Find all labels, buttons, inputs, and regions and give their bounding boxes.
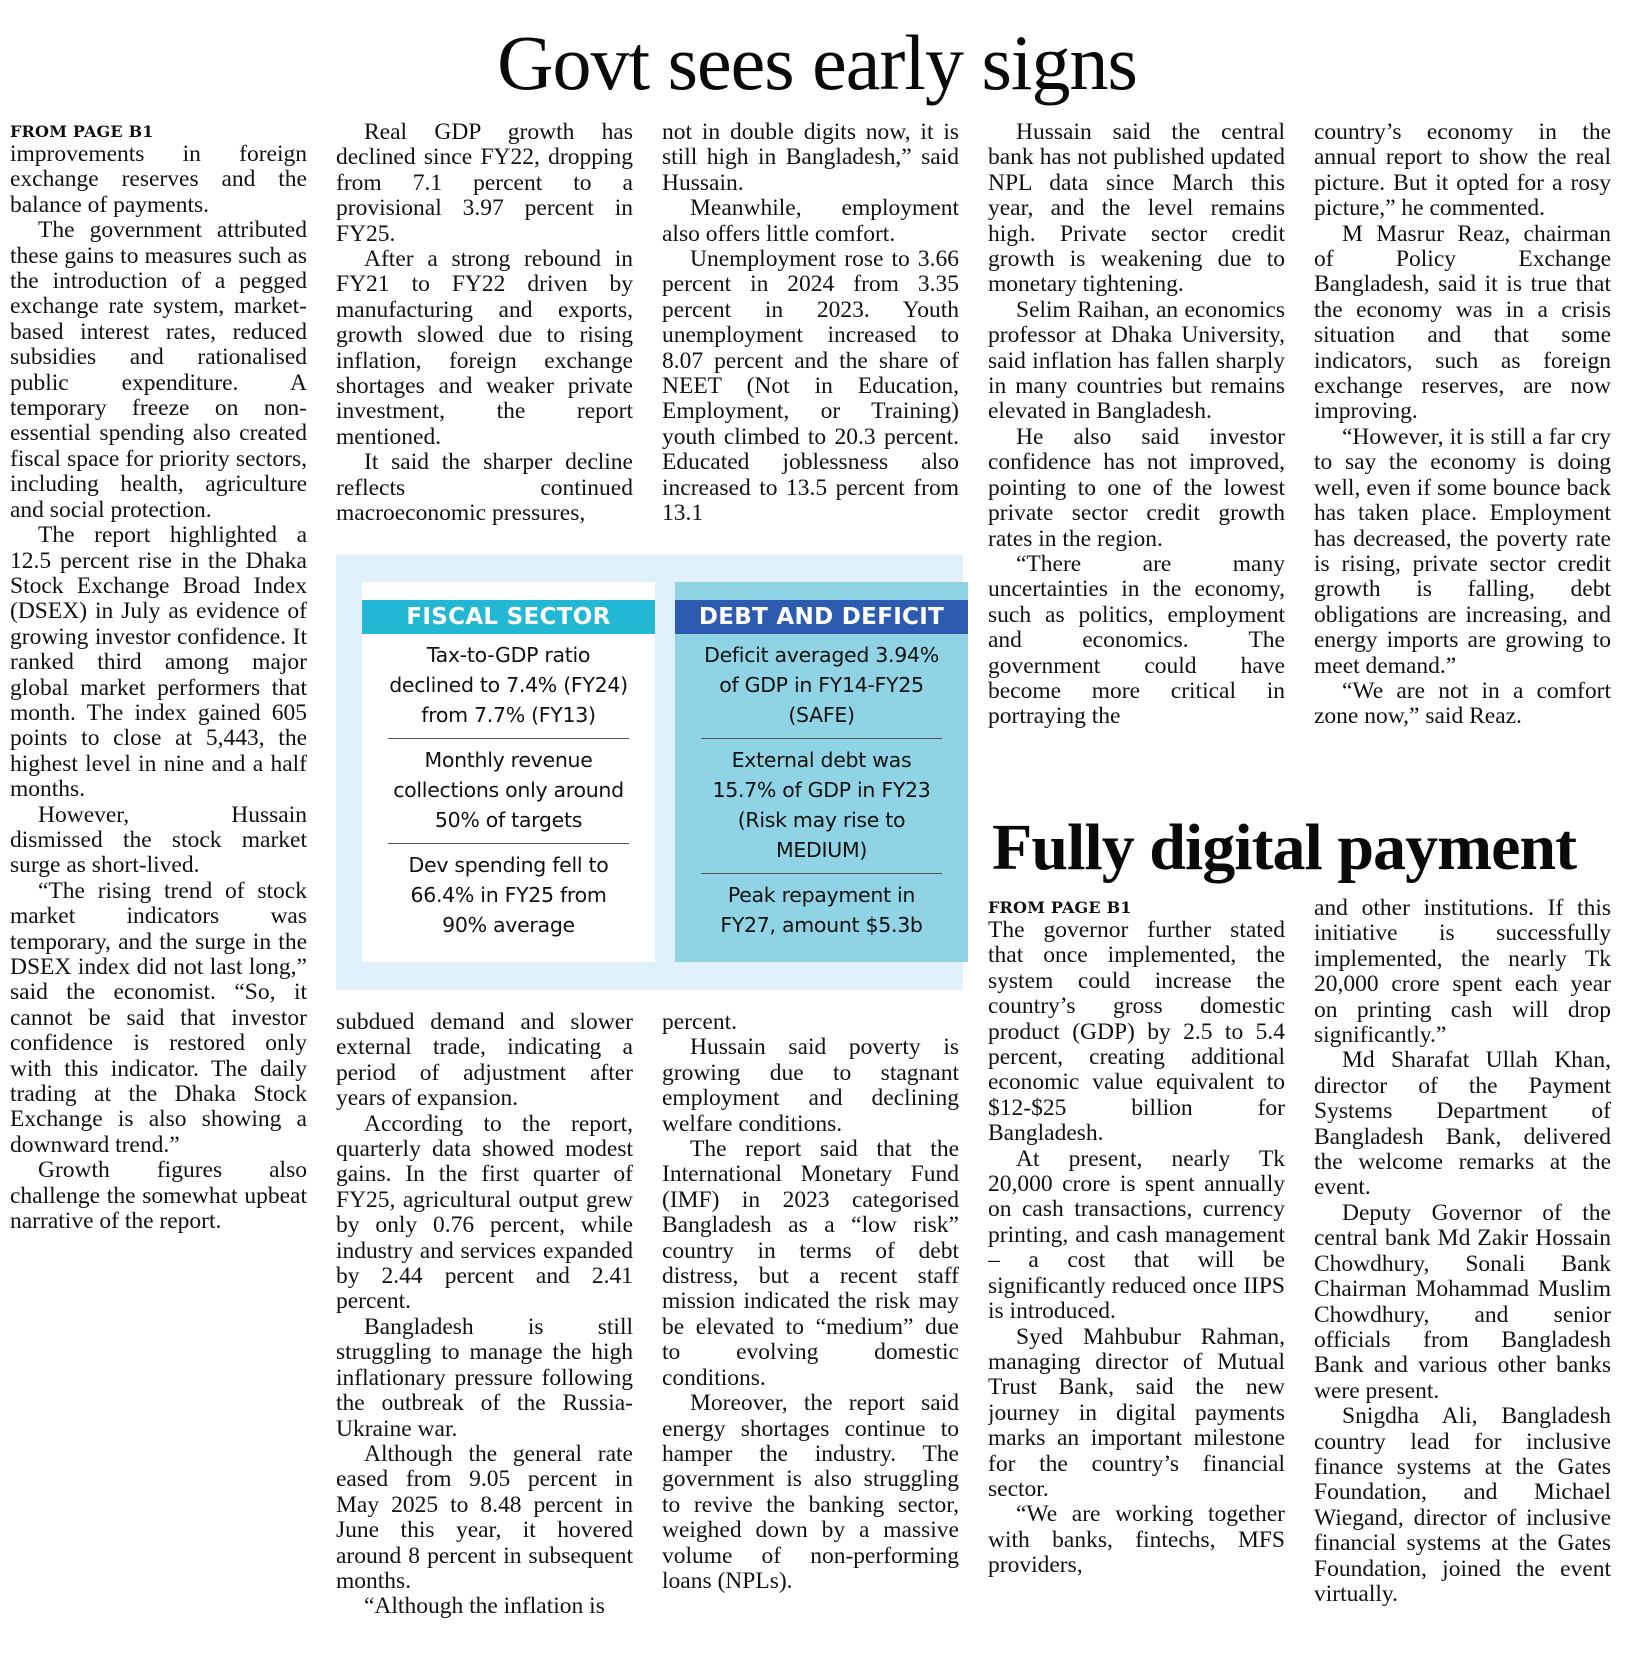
paragraph: However, Hussain dismissed the stock market surge as short-lived. xyxy=(10,801,307,879)
paragraph: “Although the inflation is xyxy=(364,1593,605,1620)
fiscal-sector-panel xyxy=(362,582,655,962)
fiscal-sector-heading: FISCAL SECTOR xyxy=(362,600,655,634)
from-page-kicker: FROM PAGE B1 xyxy=(988,898,1132,917)
article-column-2-top xyxy=(336,120,633,532)
debt-deficit-panel xyxy=(675,582,968,962)
paragraph: Snigdha Ali, Bangladesh country lead for inclusive finance systems at the Gates Foundation, and Michael Wiegand, director of inclusive financial systems at the Gates Foundation, joined the event virtually. xyxy=(1314,1403,1611,1607)
paragraph: percent. xyxy=(662,1010,738,1035)
paragraph: Moreover, the report said energy shortages continue to hamper the industry. The government is also struggling to revive the banking sector, weighed down by a massive volume of non-performing loans (NPLs). xyxy=(662,1390,959,1594)
paragraph: Real GDP growth has declined since FY22, dropping from 7.1 percent to a provisional 3.97 percent in FY25. xyxy=(336,120,633,247)
article-column-3-top xyxy=(662,120,959,532)
paragraph: and other institutions. If this initiative is successfully implemented, the nearly Tk 20,000 crore spent each year on printing cash will drop significantly.” xyxy=(1314,896,1611,1049)
second-headline: Fully digital payment xyxy=(992,811,1577,884)
paragraph: “The rising trend of stock market indicators was temporary, and the surge in the DSEX index did not last long,” said the economist. “So, it cannot be said that investor confidence is restored only with this indicator. The daily trading at the Dhaka Stock Exchange is also showing a downward trend.” xyxy=(10,877,307,1158)
article-column-4-top xyxy=(988,120,1285,785)
paragraph: It said the sharper decline reflects continued macroeconomic pressures, xyxy=(336,449,633,527)
fiscal-item: Tax-to-GDP ratio declined to 7.4% (FY24) from 7.7% (FY13) xyxy=(389,643,628,727)
paragraph: Hussain said poverty is growing due to stagnant employment and declining welfare conditions. xyxy=(662,1034,959,1137)
debt-item: External debt was 15.7% of GDP in FY23 (Risk may rise to MEDIUM) xyxy=(701,738,942,873)
debt-item: Peak repayment in FY27, amount $5.3b xyxy=(701,873,942,948)
paragraph: Selim Raihan, an economics professor at Dhaka University, said inflation has fallen sharply in many countries but remains elevated in Bangladesh. xyxy=(988,296,1285,425)
article-column-5-top xyxy=(1314,120,1611,785)
from-page-kicker: FROM PAGE B1 xyxy=(10,122,154,141)
paragraph: “There are many uncertainties in the economy, such as politics, employment and economics. The government could have become more critical in portraying the xyxy=(988,550,1285,730)
paragraph: Growth figures also challenge the somewhat upbeat narrative of the report. xyxy=(10,1157,307,1235)
debt-deficit-heading: DEBT AND DEFICIT xyxy=(675,600,968,634)
paragraph: M Masrur Reaz, chairman of Policy Exchange Bangladesh, said it is true that the economy was in a crisis situation and that some indicators, such as foreign exchange reserves, are now improving. xyxy=(1314,220,1611,425)
paragraph: The report highlighted a 12.5 percent rise in the Dhaka Stock Exchange Broad Index (DSEX) in July as evidence of growing investor confidence. It ranked third among major global market performers that month. The index gained 605 points to close at 5,443, the highest level in nine and a half months. xyxy=(10,522,307,803)
fiscal-item: Dev spending fell to 66.4% in FY25 from 90% average xyxy=(388,843,629,948)
debt-item: Deficit averaged 3.94% of GDP in FY14-FY25 (SAFE) xyxy=(704,643,939,727)
paragraph: Bangladesh is still struggling to manage the high inflationary pressure following the outbreak of the Russia-Ukraine war. xyxy=(336,1313,633,1442)
paragraph: After a strong rebound in FY21 to FY22 driven by manufacturing and exports, growth slowed due to rising inflation, foreign exchange shortages and weaker private investment, the report mentioned. xyxy=(336,246,633,450)
paragraph: He also said investor confidence has not improved, pointing to one of the lowest private sector credit growth rates in the region. xyxy=(988,423,1285,552)
paragraph: “We are not in a comfort zone now,” said Reaz. xyxy=(1314,677,1611,730)
paragraph: Meanwhile, employment also offers little comfort. xyxy=(662,195,959,247)
paragraph: Although the general rate eased from 9.05 percent in May 2025 to 8.48 percent in June this year, it hovered around 8 percent in subsequent months. xyxy=(336,1440,633,1594)
fiscal-item: Monthly revenue collections only around 50% of targets xyxy=(388,738,629,843)
paragraph: The government attributed these gains to measures such as the introduction of a pegged exchange rate system, market-based interest rates, reduced subsidies and rationalised public expenditure. A temporary freeze on non-essential spending also created fiscal space for priority sectors, including health, agriculture and social protection. xyxy=(10,217,307,523)
paragraph: The report said that the International Monetary Fund (IMF) in 2023 categorised Bangladesh as a “low risk” country in terms of debt distress, but a recent staff mission indicated the risk may be elevated to “medium” due to evolving domestic conditions. xyxy=(662,1136,959,1391)
article-column-2-bottom xyxy=(336,1010,633,1650)
paragraph: According to the report, quarterly data showed modest gains. In the first quarter of FY25, agricultural output grew by only 0.76 percent, while industry and services expanded by 2.44 percent and 2.41 percent. xyxy=(336,1110,633,1315)
paragraph: “We are working together with banks, fintechs, MFS providers, xyxy=(988,1501,1285,1579)
paragraph: country’s economy in the annual report to show the real picture. But it opted for a rosy picture,” he commented. xyxy=(1314,120,1611,222)
infographic-box xyxy=(336,555,963,990)
paragraph: “However, it is still a far cry to say the economy is doing well, even if some bounce back has taken place. Employment has decreased, the poverty rate is rising, private sector credit growth is falling, debt obligations are increasing, and energy imports are growing to meet demand.” xyxy=(1314,423,1611,679)
paragraph: Unemployment rose to 3.66 percent in 2024 from 3.35 percent in 2023. Youth unemployment increased to 8.07 percent and the share of NEET (Not in Education, Employment, or Training) youth climbed to 20.3 percent. Educated joblessness also increased to 13.5 percent from 13.1 xyxy=(662,246,959,527)
paragraph: not in double digits now, it is still high in Bangladesh,” said Hussain. xyxy=(662,120,959,196)
article-column-4-bottom xyxy=(988,898,1285,1650)
paragraph: Deputy Governor of the central bank Md Zakir Hossain Chowdhury, Sonali Bank Chairman Mohammad Muslim Chowdhury, and senior officials from Bangladesh Bank and various other banks were present. xyxy=(1314,1199,1611,1404)
paragraph: Md Sharafat Ullah Khan, director of the Payment Systems Department of Bangladesh Bank, delivered the welcome remarks at the event. xyxy=(1314,1047,1611,1201)
main-headline: Govt sees early signs xyxy=(497,19,1137,106)
paragraph: Hussain said the central bank has not published updated NPL data since March this year, and the level remains high. Private sector credit growth is weakening due to monetary tightening. xyxy=(988,120,1285,298)
article-column-1 xyxy=(10,122,307,1312)
article-column-3-bottom xyxy=(662,1010,959,1650)
paragraph: At present, nearly Tk 20,000 crore is spent annually on cash transactions, currency printing, and cash management – a cost that will be significantly reduced once IIPS is introduced. xyxy=(988,1145,1285,1325)
paragraph: improvements in foreign exchange reserves and the balance of payments. xyxy=(10,141,307,218)
paragraph: subdued demand and slower external trade, indicating a period of adjustment after years of expansion. xyxy=(336,1010,633,1112)
paragraph: Syed Mahbubur Rahman, managing director of Mutual Trust Bank, said the new journey in digital payments marks an important milestone for the country’s financial sector. xyxy=(988,1323,1285,1502)
article-column-5-bottom xyxy=(1314,896,1611,1650)
paragraph: The governor further stated that once implemented, the system could increase the country’s gross domestic product (GDP) by 2.5 to 5.4 percent, creating additional economic value equivalent to $12-$25 billion for Bangladesh. xyxy=(988,917,1285,1147)
